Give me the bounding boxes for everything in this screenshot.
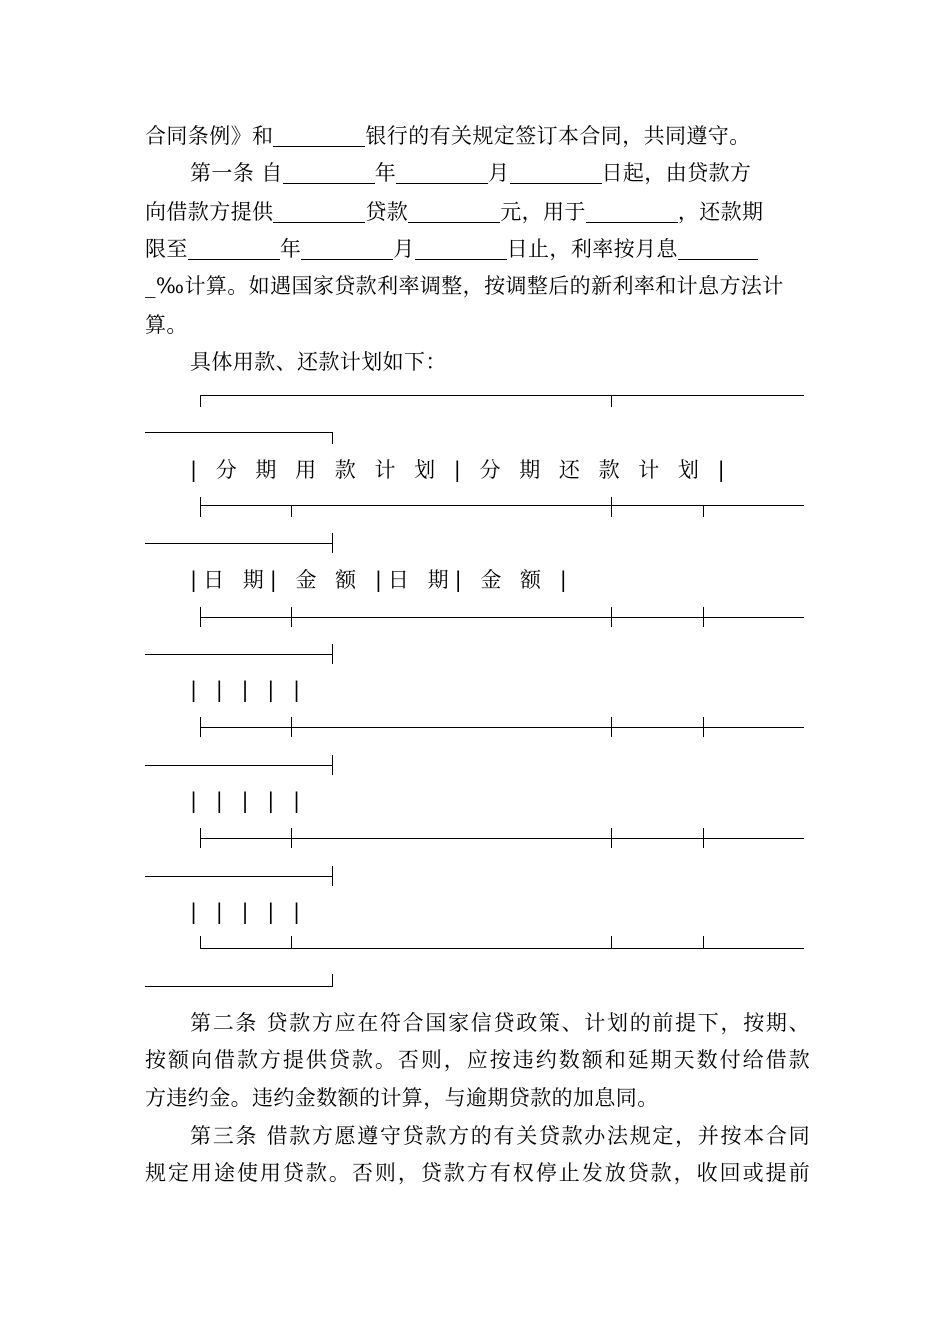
table-rule [332,974,333,986]
table-rule [200,828,201,848]
blank-field [273,122,365,147]
table-header-row [190,450,810,490]
article-2-line-3 [145,1078,810,1118]
table-rule [145,654,333,655]
table-rule [200,497,201,517]
plan-intro [190,342,810,382]
blank-field [301,235,393,260]
text: _‰计算。如遇国家贷款利率调整，按调整后的新利率和计息方法计 [145,274,784,298]
table-rule [703,936,704,948]
table-rule [291,505,292,517]
blank-field [283,159,375,184]
table-rule [291,607,292,627]
blank-field [586,198,678,223]
text: 限至 [145,237,188,261]
article-2-line-2 [145,1040,810,1080]
article-1-line-4 [145,266,810,306]
table-row [190,781,810,821]
table-rule [200,607,201,627]
text: 第三条 借款方愿遵守贷款方的有关贷款办法规定，并按本合同 [190,1124,810,1148]
text: 元，用于 [500,200,586,224]
text: 贷款 [365,200,409,224]
table-rule [200,948,804,949]
text: 日止，利率按月息 [506,237,678,261]
table-rule [703,607,704,627]
article-1-line-2 [145,192,810,232]
text: ，还款期 [677,200,764,224]
table-rule [332,755,333,775]
text: | 分 期 用 款 计 划 | 分 期 还 款 计 划 | [190,458,731,482]
text: 年 [279,237,302,261]
text: 规定用途使用贷款。否则，贷款方有权停止发放贷款，收回或提前 [145,1161,810,1185]
text: 向借款方提供 [145,200,274,224]
blank-field [408,198,500,223]
blank-field [188,235,280,260]
text: 第一条 自 [190,161,283,185]
table-rule [611,828,612,848]
table-rule [611,936,612,948]
table-rule [200,395,804,396]
text: 年 [374,161,397,185]
text-line [145,116,810,156]
blank-field [415,235,507,260]
table-rule [611,607,612,627]
table-rule [200,395,201,407]
table-row [190,892,810,932]
table-rule [145,986,333,987]
blank-field [396,159,488,184]
text: 银行的有关规定签订本合同，共同遵守。 [365,124,751,148]
table-rule [611,717,612,737]
table-rule [332,533,333,553]
article-1-line-5 [145,305,810,345]
table-rule [200,717,201,737]
text: 按额向借款方提供贷款。否则，应按违约数额和延期天数付给借款 [145,1048,810,1072]
table-rule [291,936,292,948]
article-1-line-1 [190,153,810,193]
table-subheader-row [190,560,810,600]
table-rule [611,395,612,407]
article-2-line-1 [190,1003,810,1043]
text: 日起，由贷款方 [601,161,752,185]
table-row [190,670,810,710]
table-rule [291,828,292,848]
article-1-line-3 [145,229,810,269]
table-rule [145,432,333,433]
blank-field [273,198,365,223]
table-rule [200,936,201,948]
blank-field [678,235,758,260]
table-rule [332,432,333,444]
table-rule [332,644,333,664]
text: 合同条例》和 [145,124,274,148]
table-rule [703,505,704,517]
table-rule [145,876,333,877]
text: 月 [393,237,415,261]
text: 第二条 贷款方应在符合国家信贷政策、计划的前提下，按期、 [190,1011,810,1035]
table-rule [703,828,704,848]
table-rule [145,543,333,544]
table-rule [703,717,704,737]
table-rule [291,717,292,737]
blank-field [510,159,602,184]
table-rule [332,866,333,886]
table-rule [145,765,333,766]
text: 算。 [145,313,188,337]
table-rule [611,497,612,517]
text: | | | | | [190,789,307,813]
text: 方违约金。违约金数额的计算，与逾期贷款的加息同。 [145,1086,659,1110]
text: | | | | | [190,678,307,702]
text: |日 期| 金 额 |日 期| 金 额 | [190,568,573,592]
text: | | | | | [190,900,307,924]
text: 具体用款、还款计划如下： [190,350,447,374]
text: 月 [488,161,510,185]
article-3-line-2 [145,1153,810,1193]
article-3-line-1 [190,1116,810,1156]
